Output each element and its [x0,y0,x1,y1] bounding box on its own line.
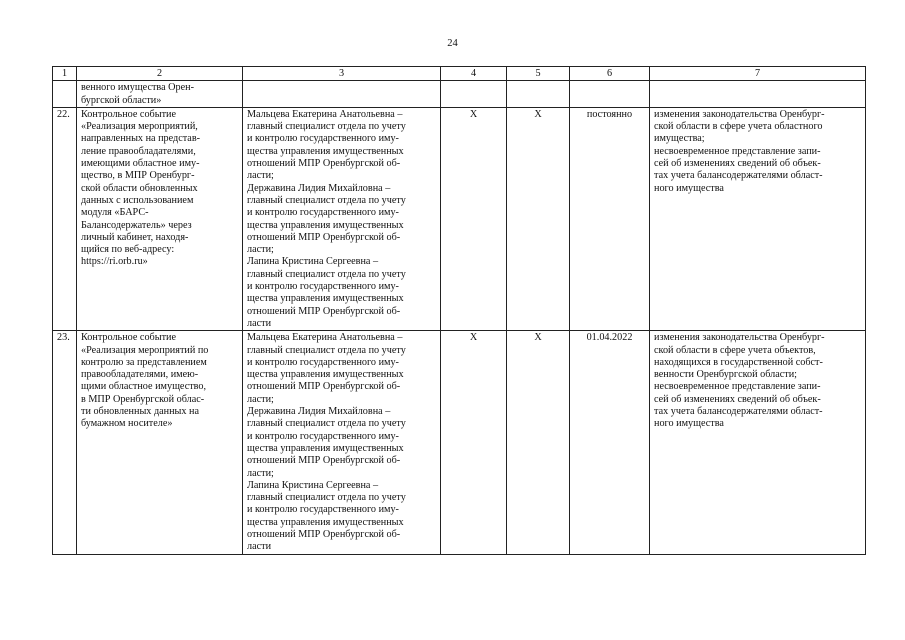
column-5-mark: X [507,331,570,554]
column-number: 4 [441,67,507,81]
responsible-persons-cell: Мальцева Екатерина Анатольевна – главный специалист отдела по учету и контролю государственного иму- щества управления имущественных отношений МПР Оренбургской об- ласти; Державина Лидия Михайловна – главный специалист отдела по учету и контролю государственного иму- щества управления имущественных отношений МПР Оренбургской об- ласти; Лапина Кристина Сергеевна – главный специалист отдела по учету и контролю государственного иму- щества управления имущественных отношений МПР Оренбургской об- ласти [243,107,441,330]
column-4-mark: X [441,107,507,330]
column-number: 2 [77,67,243,81]
deadline-cell: постоянно [570,107,650,330]
column-number: 3 [243,67,441,81]
risks-cell: изменения законодательства Оренбург- ской области в сфере учета объектов, находящихся в государственной собст- венности Оренбургской области; несвоевременное представление запи- сей об изменениях сведений об объек- тах учета балансодержателями област- ного имущества [650,331,866,554]
column-4-mark: X [441,331,507,554]
continuation-row [53,81,866,108]
row-number: 23. [53,331,77,554]
continuation-text: венного имущества Орен- бургской области» [77,81,243,108]
column-number: 7 [650,67,866,81]
column-number: 6 [570,67,650,81]
table-row [53,331,866,554]
column-number: 1 [53,67,77,81]
column-number-row [53,67,866,81]
table-row [53,107,866,330]
control-event-cell: Контрольное событие «Реализация мероприятий по контролю за представлением правообладателями, имею- щими областное имущество, в МПР Оренбургской облас- ти обновленных данных на бумажном носителе» [77,331,243,554]
column-number: 5 [507,67,570,81]
column-5-mark: X [507,107,570,330]
plan-table [52,66,866,555]
deadline-cell: 01.04.2022 [570,331,650,554]
page-number: 24 [447,38,458,49]
row-number: 22. [53,107,77,330]
responsible-persons-cell: Мальцева Екатерина Анатольевна – главный специалист отдела по учету и контролю государственного иму- щества управления имущественных отношений МПР Оренбургской об- ласти; Державина Лидия Михайловна – главный специалист отдела по учету и контролю государственного иму- щества управления имущественных отношений МПР Оренбургской об- ласти; Лапина Кристина Сергеевна – главный специалист отдела по учету и контролю государственного иму- щества управления имущественных отношений МПР Оренбургской об- ласти [243,331,441,554]
risks-cell: изменения законодательства Оренбург- ской области в сфере учета областного имущества; несвоевременное представление запи- сей об изменениях сведений об объек- тах учета балансодержателями област- ного имущества [650,107,866,330]
control-event-cell: Контрольное событие «Реализация мероприятий, направленных на представ- ление правообладателями, имеющими областное иму- щество, в МПР Оренбург- ской области обновленных данных с использованием модуля «БАРС- Балансодержатель» через личный кабинет, находя- щийся по веб-адресу: https://ri.orb.ru» [77,107,243,330]
